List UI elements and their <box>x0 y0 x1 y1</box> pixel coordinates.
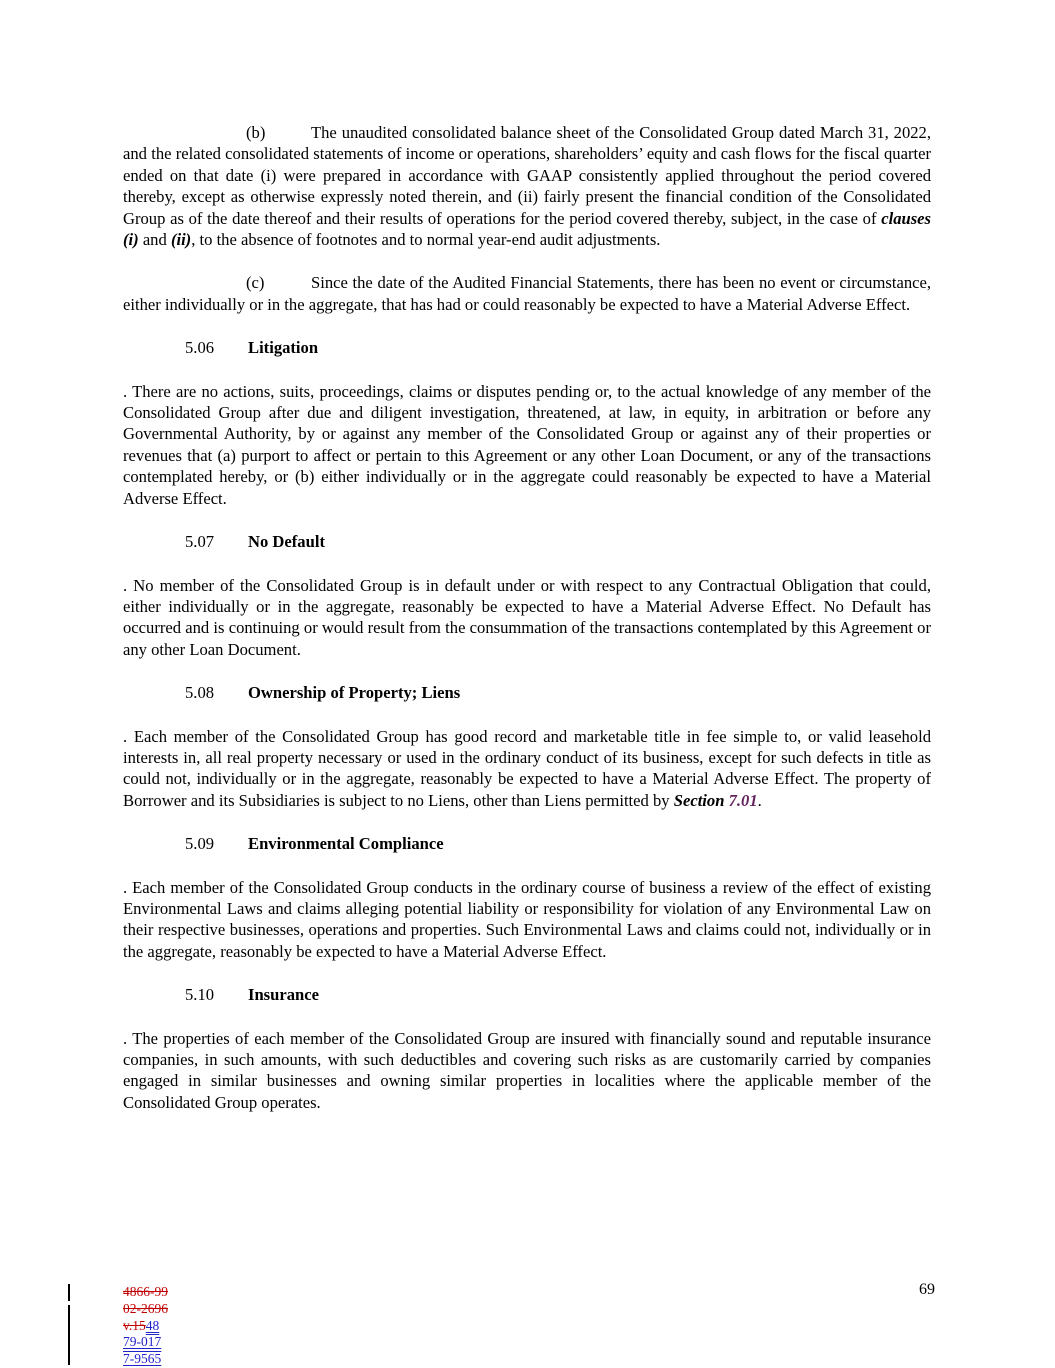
inserted-text: 48 <box>145 1317 160 1333</box>
section-heading-5-08 <box>185 682 931 703</box>
paragraph-b-clauses-i: clauses (i) <box>123 208 931 250</box>
section-number: 5.10 <box>185 985 215 1005</box>
paragraph-b <box>123 122 931 250</box>
paragraph-b-clause-ii: (ii) <box>170 230 192 250</box>
page-number: 69 <box>919 1281 935 1298</box>
paragraph-c-text: Since the date of the Audited Financial Statements, there has been no event or circumstance, either individually or in the aggregate, that has had or could reasonably be expected to have a Material Adverse Effect. <box>123 273 931 314</box>
section-body-5-09: . Each member of the Consolidated Group conducts in the ordinary course of business a review of the effect of existing Environmental Laws and claims alleging potential liability or responsibility for violation of any Environmental Law on their respective businesses, operations and properties. Such Environmental Laws and claims could not, individually or in the aggregate, reasonably be expected to have a Material Adverse Effect. <box>123 877 931 961</box>
paragraph-c-label: (c) <box>246 273 265 293</box>
section-body-5-08 <box>123 726 931 812</box>
paragraph-b-text-1: The unaudited consolidated balance sheet of the Consolidated Group dated March 31, 2022, and the related consolidated statements of income or operations, shareholders’ equity and cash flows for the fiscal quarter ended on that date (i) were prepared in accordance with GAAP consistently applied throughout the period covered thereby, except as otherwise expressly noted therein, and (ii) fairly present the financial condition of the Consolidated Group as of the date thereof and their results of operations for the period covered thereby, subject, in the case of <box>123 123 931 228</box>
section-title: No Default <box>248 532 325 552</box>
change-bar-segment <box>68 1305 70 1365</box>
section-title: Insurance <box>248 985 319 1005</box>
section-body-5-06: . There are no actions, suits, proceedings, claims or disputes pending or, to the actual knowledge of any member of the Consolidated Group after due and diligent investigation, threatened, at law, in equity, in arbitration or before any Governmental Authority, by or against any member of the Consolidated Group or against any of their properties or revenues that (a) purport to affect or pertain to this Agreement or any other Loan Document, or any of the transactions contemplated hereby, or (b) either individually or in the aggregate could reasonably be expected to have a Material Adverse Effect. <box>123 381 931 508</box>
revision-id-block <box>123 1284 168 1368</box>
section-body-5-08-text-2: . <box>757 790 762 810</box>
section-title: Environmental Compliance <box>248 834 444 854</box>
section-number: 5.09 <box>185 834 215 854</box>
section-number: 5.07 <box>185 532 215 552</box>
section-body-5-10: . The properties of each member of the Consolidated Group are insured with financially sound and reputable insurance companies, in such amounts, with such deductibles and covering such risks as are customarily carried by companies engaged in similar businesses and owning similar properties in localities where the applicable member of the Consolidated Group operates. <box>123 1028 931 1112</box>
inserted-text: 79-017 <box>123 1334 162 1350</box>
deleted-text: v.15 <box>123 1317 146 1333</box>
deleted-text: 02-2696 <box>123 1300 168 1316</box>
section-title: Ownership of Property; Liens <box>248 683 461 703</box>
document-body <box>123 122 931 1135</box>
paragraph-c <box>123 272 931 315</box>
paragraph-b-text-2: and <box>138 230 171 250</box>
inserted-text: 7-9565 <box>123 1351 162 1367</box>
revision-line <box>123 1301 168 1318</box>
section-body-5-08-text-1: . Each member of the Consolidated Group has good record and marketable title in fee simple to, or valid leasehold interests in, all real property necessary or used in the ordinary conduct of its business, except for such defects in title as could not, individually or in the aggregate, reasonably be expected to have a Material Adverse Effect. The property of Borrower and its Subsidiaries is subject to no Liens, other than Liens permitted by <box>123 726 931 810</box>
paragraph-b-label: (b) <box>246 123 266 142</box>
deleted-text: 4866-99 <box>123 1284 168 1299</box>
section-heading-5-10 <box>185 984 931 1005</box>
section-heading-5-09 <box>185 833 931 854</box>
section-body-5-07: . No member of the Consolidated Group is in default under or with respect to any Contractual Obligation that could, either individually or in the aggregate, reasonably be expected to have a Material Adverse Effect. No Default has occurred and is continuing or would result from the consummation of the transactions contemplated by this Agreement or any other Loan Document. <box>123 575 931 659</box>
revision-line <box>123 1351 168 1368</box>
section-7-01-reference[interactable]: 7.01 <box>728 790 758 810</box>
section-reference-label: Section <box>673 790 729 810</box>
section-heading-5-06 <box>185 337 931 358</box>
paragraph-b-text-3: , to the absence of footnotes and to normal year-end audit adjustments. <box>191 230 661 250</box>
section-heading-5-07 <box>185 531 931 552</box>
section-title: Litigation <box>248 338 319 358</box>
revision-line <box>123 1284 168 1301</box>
section-number: 5.08 <box>185 683 215 703</box>
change-bar-segment <box>68 1284 70 1301</box>
revision-line <box>123 1334 168 1351</box>
revision-line <box>123 1318 168 1335</box>
section-number: 5.06 <box>185 338 215 358</box>
